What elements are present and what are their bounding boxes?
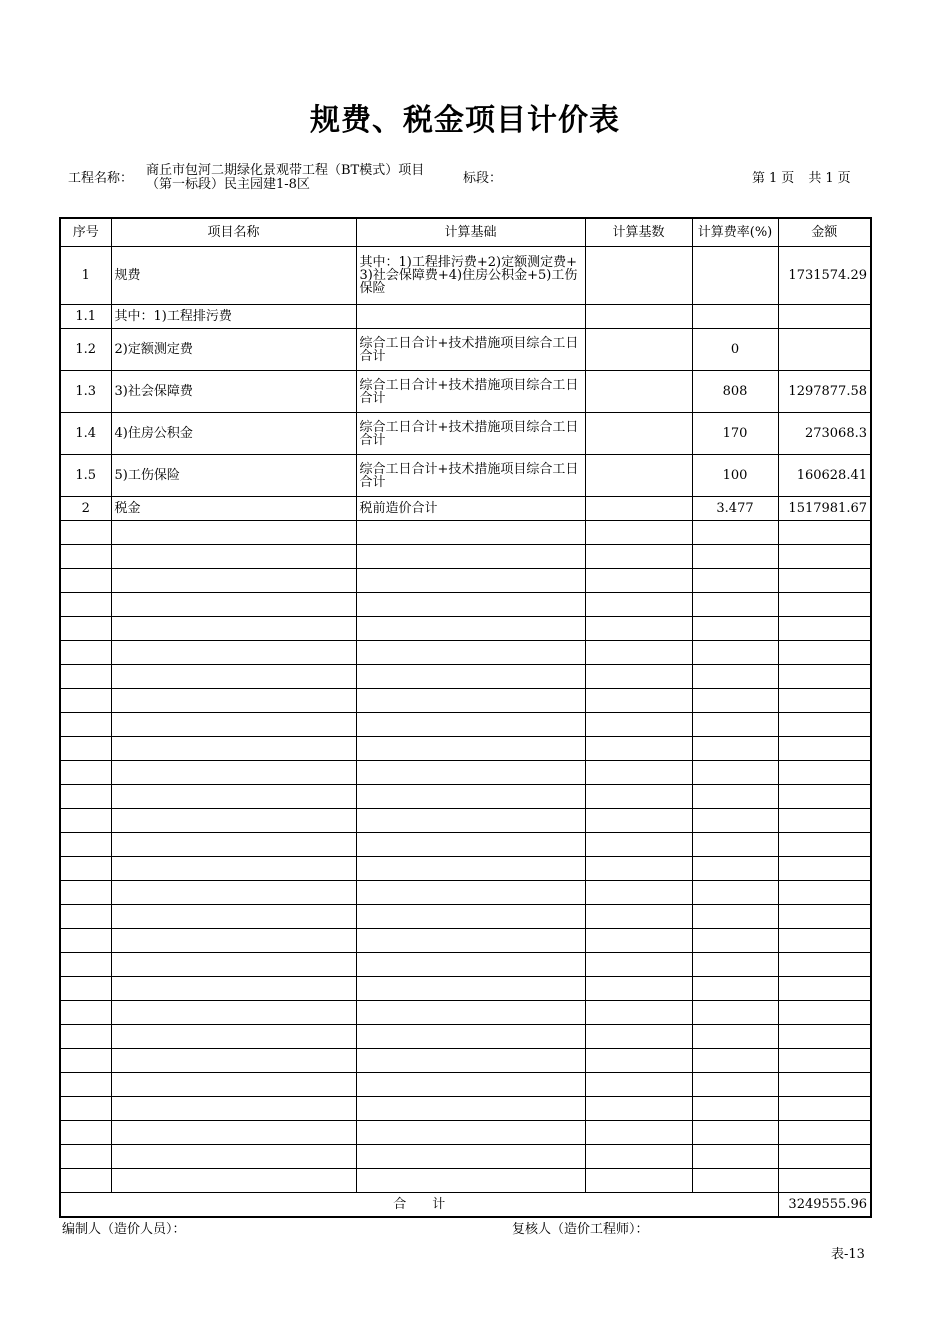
empty-cell [778, 1001, 871, 1025]
empty-cell [692, 617, 778, 641]
empty-cell [778, 569, 871, 593]
cell-name: 5)工伤保险 [111, 455, 356, 497]
empty-cell [111, 881, 356, 905]
empty-cell [778, 857, 871, 881]
cell-basis [356, 305, 585, 329]
empty-cell [778, 905, 871, 929]
empty-cell [585, 1073, 692, 1097]
empty-cell [692, 809, 778, 833]
empty-cell [111, 905, 356, 929]
empty-row [60, 1145, 871, 1169]
empty-cell [111, 593, 356, 617]
empty-cell [356, 833, 585, 857]
empty-cell [585, 713, 692, 737]
empty-cell [60, 761, 111, 785]
empty-cell [585, 1001, 692, 1025]
cell-no: 1.3 [60, 371, 111, 413]
empty-cell [692, 929, 778, 953]
table-number: 表-13 [831, 1247, 865, 1262]
page-title: 规费、税金项目计价表 [310, 103, 620, 138]
empty-cell [60, 857, 111, 881]
empty-cell [692, 521, 778, 545]
empty-row [60, 809, 871, 833]
empty-cell [692, 1121, 778, 1145]
empty-cell [778, 545, 871, 569]
empty-cell [585, 521, 692, 545]
fee-tax-table [59, 217, 872, 1218]
empty-cell [111, 1001, 356, 1025]
empty-cell [356, 1169, 585, 1193]
table-row [60, 329, 871, 371]
empty-cell [585, 1025, 692, 1049]
cell-no: 1.4 [60, 413, 111, 455]
empty-cell [778, 953, 871, 977]
empty-cell [692, 761, 778, 785]
empty-cell [692, 953, 778, 977]
empty-cell [778, 833, 871, 857]
empty-cell [585, 1145, 692, 1169]
section-label: 标段： [463, 171, 503, 186]
empty-cell [111, 545, 356, 569]
cell-amount: 1297877.58 [778, 371, 871, 413]
empty-cell [60, 617, 111, 641]
empty-cell [111, 713, 356, 737]
cell-base [585, 371, 692, 413]
empty-cell [585, 1097, 692, 1121]
cell-name: 税金 [111, 497, 356, 521]
empty-row [60, 689, 871, 713]
empty-cell [692, 977, 778, 1001]
empty-cell [692, 545, 778, 569]
table-row [60, 497, 871, 521]
empty-row [60, 881, 871, 905]
empty-cell [692, 1145, 778, 1169]
header-base: 计算基数 [585, 218, 692, 247]
empty-cell [778, 1121, 871, 1145]
empty-cell [111, 977, 356, 1001]
table-row [60, 371, 871, 413]
empty-cell [778, 929, 871, 953]
cell-name: 其中：1)工程排污费 [111, 305, 356, 329]
empty-cell [111, 833, 356, 857]
empty-cell [60, 833, 111, 857]
empty-cell [60, 593, 111, 617]
empty-row [60, 1049, 871, 1073]
empty-cell [692, 1049, 778, 1073]
cell-amount: 273068.3 [778, 413, 871, 455]
empty-row [60, 713, 871, 737]
empty-cell [356, 857, 585, 881]
empty-cell [585, 833, 692, 857]
empty-cell [692, 713, 778, 737]
empty-cell [692, 689, 778, 713]
page-total-prefix: 共 [808, 171, 822, 186]
cell-rate [692, 247, 778, 305]
empty-cell [692, 785, 778, 809]
empty-cell [585, 929, 692, 953]
empty-cell [585, 761, 692, 785]
empty-row [60, 905, 871, 929]
cell-amount [778, 329, 871, 371]
cell-no: 2 [60, 497, 111, 521]
empty-row [60, 569, 871, 593]
empty-cell [778, 881, 871, 905]
empty-cell [60, 1049, 111, 1073]
cell-rate: 170 [692, 413, 778, 455]
empty-cell [60, 1145, 111, 1169]
empty-cell [692, 1169, 778, 1193]
table-row [60, 413, 871, 455]
page-current: 1 [769, 171, 778, 186]
cell-no: 1.2 [60, 329, 111, 371]
empty-cell [356, 593, 585, 617]
empty-cell [778, 809, 871, 833]
empty-cell [356, 689, 585, 713]
empty-cell [356, 617, 585, 641]
cell-amount [778, 305, 871, 329]
empty-cell [778, 641, 871, 665]
empty-cell [60, 1097, 111, 1121]
empty-row [60, 521, 871, 545]
cell-basis: 其中：1)工程排污费+2)定额测定费+3)社会保障费+4)住房公积金+5)工伤保险 [356, 247, 585, 305]
empty-cell [692, 1001, 778, 1025]
empty-cell [778, 761, 871, 785]
empty-cell [356, 809, 585, 833]
table-row [60, 305, 871, 329]
empty-cell [111, 785, 356, 809]
empty-cell [111, 569, 356, 593]
cell-basis: 综合工日合计+技术措施项目综合工日合计 [356, 329, 585, 371]
empty-cell [356, 905, 585, 929]
empty-cell [778, 1169, 871, 1193]
empty-row [60, 1121, 871, 1145]
empty-cell [111, 1073, 356, 1097]
cell-amount: 160628.41 [778, 455, 871, 497]
cell-rate: 100 [692, 455, 778, 497]
total-row [60, 1193, 871, 1217]
empty-cell [778, 665, 871, 689]
table-header-row [60, 218, 871, 247]
cell-basis: 综合工日合计+技术措施项目综合工日合计 [356, 413, 585, 455]
empty-row [60, 617, 871, 641]
empty-cell [778, 617, 871, 641]
empty-cell [60, 953, 111, 977]
empty-row [60, 593, 871, 617]
empty-cell [356, 1049, 585, 1073]
empty-row [60, 977, 871, 1001]
empty-cell [356, 665, 585, 689]
page-current-suffix: 页 [781, 171, 795, 186]
empty-cell [60, 1121, 111, 1145]
empty-cell [356, 761, 585, 785]
page-total: 1 [825, 171, 834, 186]
empty-cell [585, 785, 692, 809]
preparer-label: 编制人（造价人员）： [62, 1222, 186, 1237]
empty-cell [356, 545, 585, 569]
cell-name: 3)社会保障费 [111, 371, 356, 413]
empty-row [60, 953, 871, 977]
empty-row [60, 1073, 871, 1097]
empty-cell [778, 977, 871, 1001]
empty-cell [778, 785, 871, 809]
empty-row [60, 1097, 871, 1121]
cell-base [585, 247, 692, 305]
empty-cell [585, 641, 692, 665]
empty-cell [60, 929, 111, 953]
empty-cell [585, 737, 692, 761]
empty-cell [356, 1025, 585, 1049]
empty-cell [778, 737, 871, 761]
empty-cell [60, 521, 111, 545]
empty-cell [111, 809, 356, 833]
empty-cell [692, 569, 778, 593]
empty-cell [692, 737, 778, 761]
cell-name: 规费 [111, 247, 356, 305]
empty-cell [585, 905, 692, 929]
empty-cell [692, 905, 778, 929]
cell-no: 1 [60, 247, 111, 305]
empty-row [60, 929, 871, 953]
cell-amount: 1731574.29 [778, 247, 871, 305]
cell-name: 2)定额测定费 [111, 329, 356, 371]
empty-cell [356, 1073, 585, 1097]
empty-cell [60, 1169, 111, 1193]
cell-no: 1.1 [60, 305, 111, 329]
empty-cell [111, 1049, 356, 1073]
empty-cell [692, 1097, 778, 1121]
empty-row [60, 833, 871, 857]
header-no: 序号 [60, 218, 111, 247]
empty-cell [585, 881, 692, 905]
total-label: 合 计 [60, 1193, 778, 1217]
cell-amount: 1517981.67 [778, 497, 871, 521]
header-amount: 金额 [778, 218, 871, 247]
empty-cell [356, 929, 585, 953]
empty-cell [778, 1049, 871, 1073]
empty-row [60, 737, 871, 761]
empty-cell [778, 521, 871, 545]
empty-cell [778, 593, 871, 617]
empty-cell [585, 977, 692, 1001]
empty-row [60, 545, 871, 569]
empty-cell [585, 689, 692, 713]
empty-cell [585, 953, 692, 977]
cell-rate: 3.477 [692, 497, 778, 521]
empty-cell [60, 1001, 111, 1025]
empty-cell [111, 737, 356, 761]
empty-cell [585, 617, 692, 641]
empty-cell [778, 1145, 871, 1169]
empty-cell [692, 593, 778, 617]
empty-cell [60, 1073, 111, 1097]
empty-cell [111, 1121, 356, 1145]
empty-cell [692, 641, 778, 665]
empty-cell [692, 857, 778, 881]
empty-cell [111, 689, 356, 713]
empty-cell [778, 1025, 871, 1049]
empty-cell [585, 857, 692, 881]
empty-cell [778, 1097, 871, 1121]
empty-cell [60, 641, 111, 665]
empty-cell [60, 785, 111, 809]
empty-cell [585, 545, 692, 569]
cell-no: 1.5 [60, 455, 111, 497]
cell-basis: 综合工日合计+技术措施项目综合工日合计 [356, 371, 585, 413]
empty-cell [692, 1073, 778, 1097]
empty-row [60, 1025, 871, 1049]
cell-rate: 0 [692, 329, 778, 371]
empty-cell [60, 569, 111, 593]
empty-cell [356, 953, 585, 977]
project-name: 商丘市包河二期绿化景观带工程（BT模式）项目（第一标段）民主园建1-8区 [146, 163, 425, 192]
empty-cell [585, 1049, 692, 1073]
empty-cell [585, 593, 692, 617]
empty-cell [585, 665, 692, 689]
empty-cell [60, 689, 111, 713]
cell-basis: 综合工日合计+技术措施项目综合工日合计 [356, 455, 585, 497]
empty-cell [356, 977, 585, 1001]
empty-cell [111, 521, 356, 545]
cell-base [585, 305, 692, 329]
empty-cell [111, 1145, 356, 1169]
empty-cell [111, 857, 356, 881]
empty-cell [692, 1025, 778, 1049]
empty-cell [692, 833, 778, 857]
empty-cell [60, 905, 111, 929]
empty-cell [778, 689, 871, 713]
empty-cell [356, 1001, 585, 1025]
header-item-name: 项目名称 [111, 218, 356, 247]
empty-cell [585, 569, 692, 593]
empty-cell [356, 1145, 585, 1169]
empty-cell [111, 953, 356, 977]
table-row [60, 247, 871, 305]
empty-cell [60, 809, 111, 833]
empty-cell [356, 569, 585, 593]
empty-cell [111, 665, 356, 689]
project-name-label: 工程名称： [68, 171, 134, 186]
empty-cell [692, 881, 778, 905]
empty-cell [111, 1097, 356, 1121]
table-row [60, 455, 871, 497]
cell-name: 4)住房公积金 [111, 413, 356, 455]
empty-cell [111, 641, 356, 665]
empty-cell [692, 665, 778, 689]
empty-row [60, 1169, 871, 1193]
empty-row [60, 665, 871, 689]
empty-cell [585, 1169, 692, 1193]
cell-base [585, 497, 692, 521]
empty-cell [356, 713, 585, 737]
total-amount: 3249555.96 [778, 1193, 871, 1217]
empty-cell [356, 521, 585, 545]
empty-cell [111, 761, 356, 785]
page-info [752, 172, 855, 186]
empty-row [60, 761, 871, 785]
cell-rate [692, 305, 778, 329]
empty-cell [60, 881, 111, 905]
cell-base [585, 329, 692, 371]
empty-cell [111, 929, 356, 953]
cell-basis: 税前造价合计 [356, 497, 585, 521]
empty-cell [356, 881, 585, 905]
empty-cell [356, 1097, 585, 1121]
empty-row [60, 1001, 871, 1025]
page-total-suffix: 页 [837, 171, 851, 186]
reviewer-label: 复核人（造价工程师）： [512, 1222, 649, 1237]
empty-cell [778, 713, 871, 737]
empty-cell [60, 713, 111, 737]
header-rate: 计算费率(%) [692, 218, 778, 247]
page-current-prefix: 第 [752, 171, 766, 186]
empty-cell [60, 665, 111, 689]
cell-rate: 808 [692, 371, 778, 413]
empty-cell [585, 809, 692, 833]
empty-row [60, 641, 871, 665]
header-basis: 计算基础 [356, 218, 585, 247]
empty-cell [356, 737, 585, 761]
empty-cell [60, 545, 111, 569]
empty-cell [111, 617, 356, 641]
cell-base [585, 455, 692, 497]
cell-base [585, 413, 692, 455]
empty-cell [60, 977, 111, 1001]
empty-cell [111, 1025, 356, 1049]
empty-cell [356, 1121, 585, 1145]
empty-cell [111, 1169, 356, 1193]
empty-cell [778, 1073, 871, 1097]
empty-cell [60, 1025, 111, 1049]
empty-cell [585, 1121, 692, 1145]
empty-row [60, 785, 871, 809]
empty-cell [60, 737, 111, 761]
empty-cell [356, 785, 585, 809]
empty-row [60, 857, 871, 881]
empty-cell [356, 641, 585, 665]
